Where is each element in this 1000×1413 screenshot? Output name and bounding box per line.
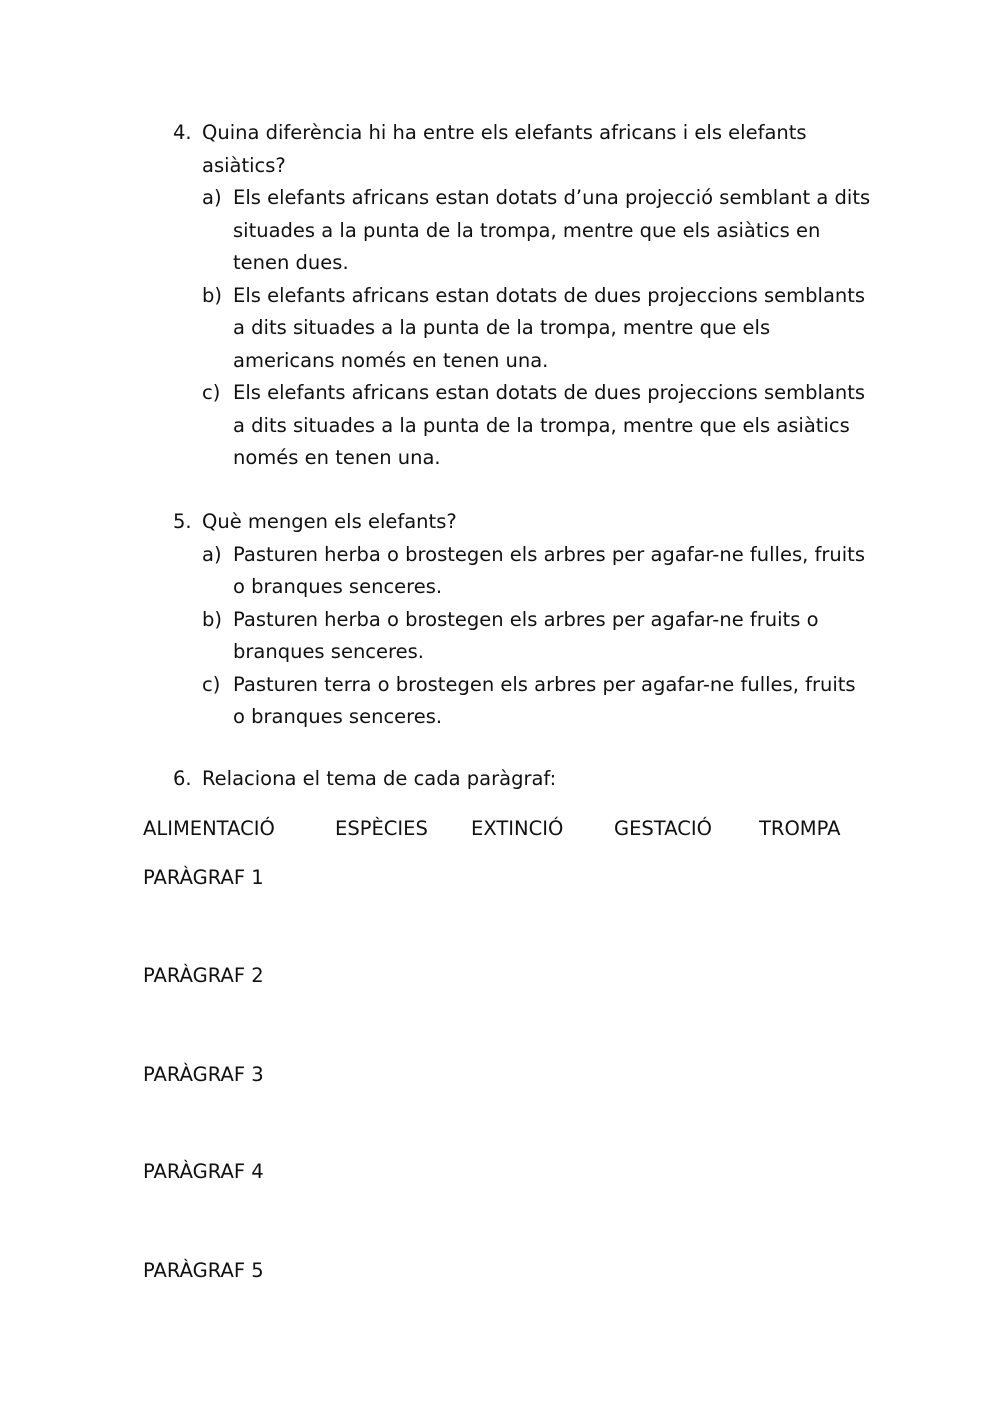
paragraph-4-label: PARÀGRAF 4 [143,1160,264,1183]
topic-alimentacio[interactable]: ALIMENTACIÓ [143,817,275,840]
paragraph-3-label: PARÀGRAF 3 [143,1063,264,1086]
question-6 [173,763,873,796]
option-letter: c) [202,381,221,404]
question-text: Relaciona el tema de cada paràgraf: [202,767,557,790]
question-text: Quina diferència hi ha entre els elefants africans i els elefants asiàtics? [202,121,807,177]
option-letter: a) [202,542,222,566]
question-5 [173,506,873,734]
answer-option-c[interactable] [202,377,873,475]
topic-gestacio[interactable]: GESTACIÓ [614,817,712,840]
question-number: 5. [173,510,192,533]
question-4 [173,117,873,475]
topic-list [143,812,863,846]
paragraph-1-label: PARÀGRAF 1 [143,866,264,889]
option-letter: a) [202,186,222,209]
option-text: Pasturen herba o brostegen els arbres per agafar-ne fulles, fruits o branques senceres. [233,542,865,598]
option-letter: c) [202,672,221,696]
paragraph-5-label: PARÀGRAF 5 [143,1259,264,1282]
question-text: Què mengen els elefants? [202,510,457,533]
answer-option-a[interactable] [202,539,873,604]
answer-option-a[interactable] [202,182,873,280]
option-text: Els elefants africans estan dotats d’una projecció semblant a dits situades a la punta de la trompa, mentre que els asiàtics en tenen dues. [233,186,871,274]
option-text: Els elefants africans estan dotats de dues projeccions semblants a dits situades a la punta de la trompa, mentre que els asiàtics només en tenen una. [233,381,866,469]
paragraph-2-label: PARÀGRAF 2 [143,964,264,987]
answer-option-b[interactable] [202,604,873,669]
option-letter: b) [202,283,222,307]
topic-especies[interactable]: ESPÈCIES [335,817,428,840]
option-text: Els elefants africans estan dotats de dues projeccions semblants a dits situades a la punta de la trompa, mentre que els americans només en tenen una. [233,283,866,372]
topic-extincio[interactable]: EXTINCIÓ [471,817,564,840]
answer-option-c[interactable] [202,669,873,734]
question-number: 6. [173,767,192,790]
option-letter: b) [202,607,222,631]
option-text: Pasturen terra o brostegen els arbres per agafar-ne fulles, fruits o branques senceres. [233,672,856,728]
topic-trompa[interactable]: TROMPA [759,817,841,840]
question-number: 4. [173,121,192,144]
option-text: Pasturen herba o brostegen els arbres per agafar-ne fruits o branques senceres. [233,607,819,663]
answer-option-b[interactable] [202,280,873,378]
